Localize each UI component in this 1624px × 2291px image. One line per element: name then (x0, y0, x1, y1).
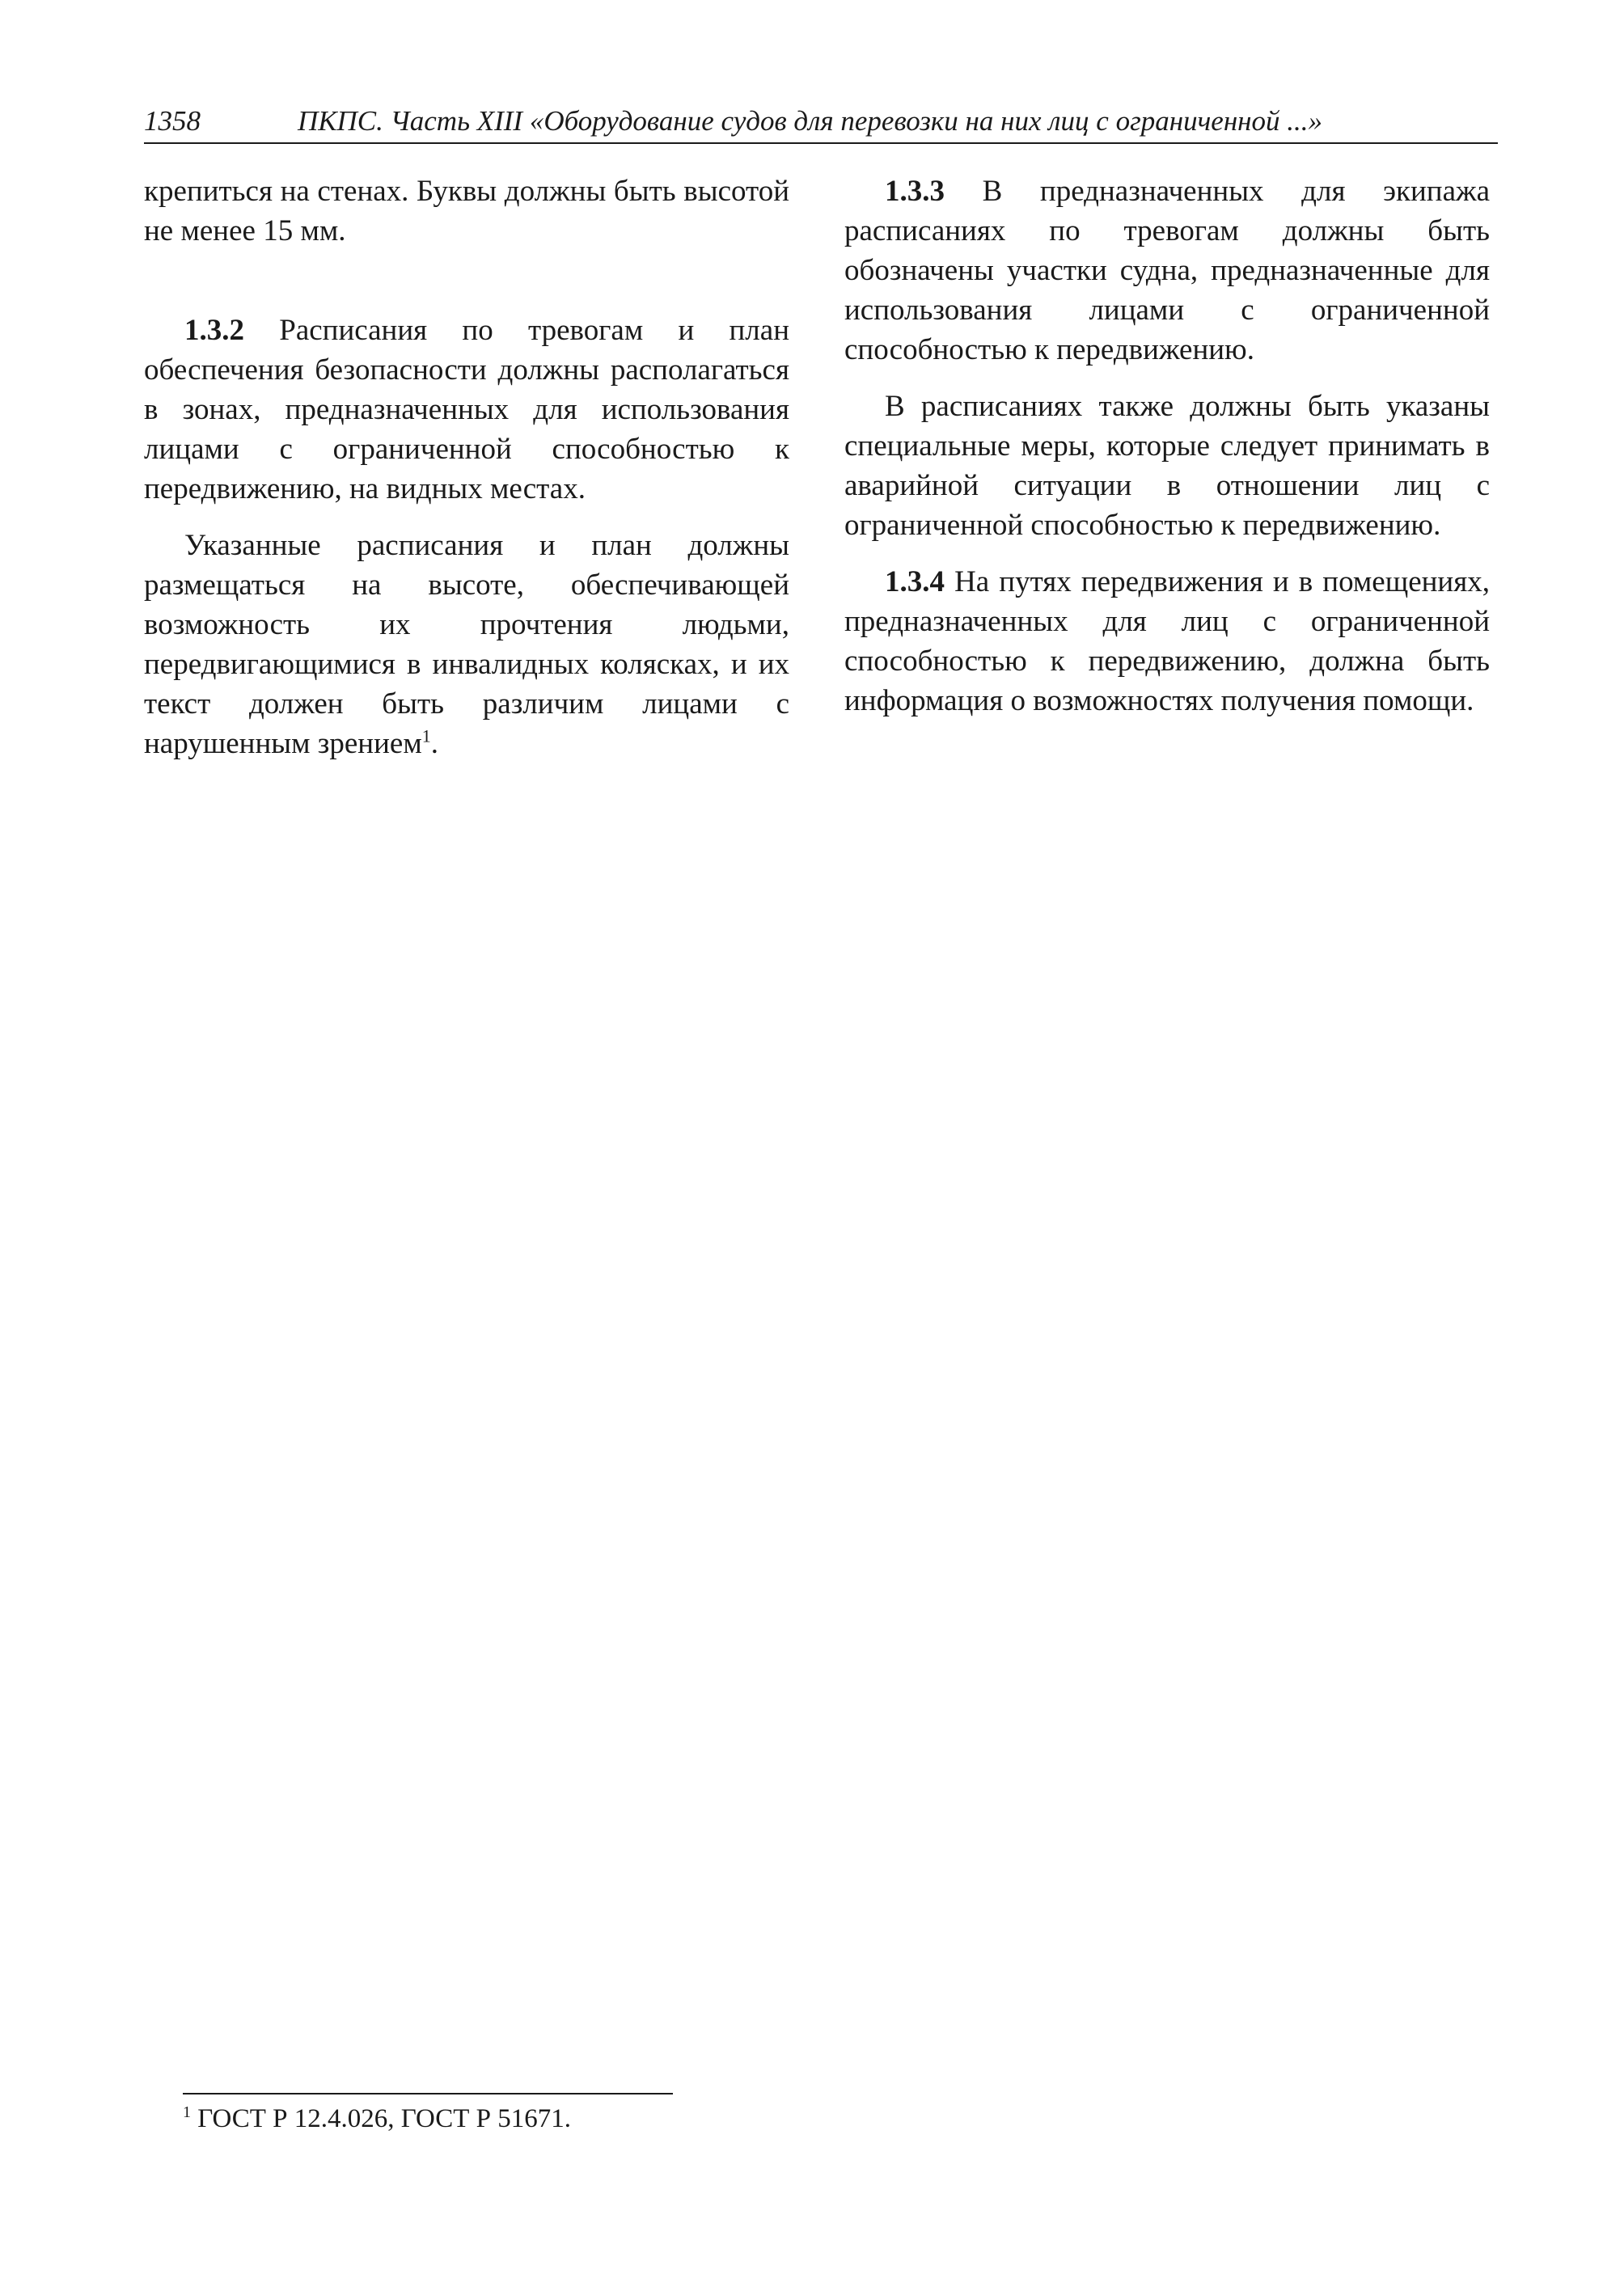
paragraph-schedules-placement (144, 526, 789, 763)
paragraph-end: . (430, 727, 438, 760)
paragraph-1-3-4 (844, 562, 1490, 721)
footnote-ref[interactable]: 1 (421, 725, 431, 746)
clause-number: 1.3.4 (885, 565, 945, 598)
running-title: ПКПС. Часть XIII «Оборудование судов для перевозки на них лиц с ограниченной ...» (298, 105, 1323, 137)
paragraph-special-measures: В расписаниях также должны быть указаны специальные меры, которые следует принимать в аварийной ситуации в отношении лиц с ограниченной способностью к передвижению. (844, 390, 1490, 542)
paragraph-1-3-2 (144, 311, 789, 509)
footnote-marker: 1 (183, 2103, 191, 2121)
footnote-text: ГОСТ Р 12.4.026, ГОСТ Р 51671. (191, 2104, 572, 2133)
right-column (844, 171, 1490, 738)
running-header (144, 102, 1498, 144)
paragraph-text: Указанные расписания и план должны размещаться на высоте, обеспечивающей возможность их прочтения людьми, передвигающимися в инвалидных колясках, и их текст должен быть различим лицами с нарушенным зрением (144, 529, 789, 760)
clause-number: 1.3.2 (184, 314, 244, 347)
paragraph-1-3-3 (844, 171, 1490, 370)
clause-text: Расписания по тревогам и план обеспечения безопасности должны располагаться в зонах, предназначенных для использования лицами с ограниченной способностью к передвижению, на видных местах. (144, 314, 789, 505)
clause-text: В предназначенных для экипажа расписаниях по тревогам должны быть обозначены участки судна, предназначенные для использования лицами с ограниченной способностью к передвижению. (844, 175, 1490, 366)
clause-text: На путях передвижения и в помещениях, предназначенных для лиц с ограниченной способностью к передвижению, должна быть информация о возможностях получения помощи. (844, 565, 1490, 717)
paragraph-continuation: крепиться на стенах. Буквы должны быть высотой не менее 15 мм. (144, 175, 789, 247)
footnote-divider (183, 2093, 673, 2094)
footnote (183, 2104, 571, 2134)
left-column (144, 171, 789, 780)
page-number: 1358 (144, 105, 201, 137)
clause-number: 1.3.3 (885, 175, 945, 208)
